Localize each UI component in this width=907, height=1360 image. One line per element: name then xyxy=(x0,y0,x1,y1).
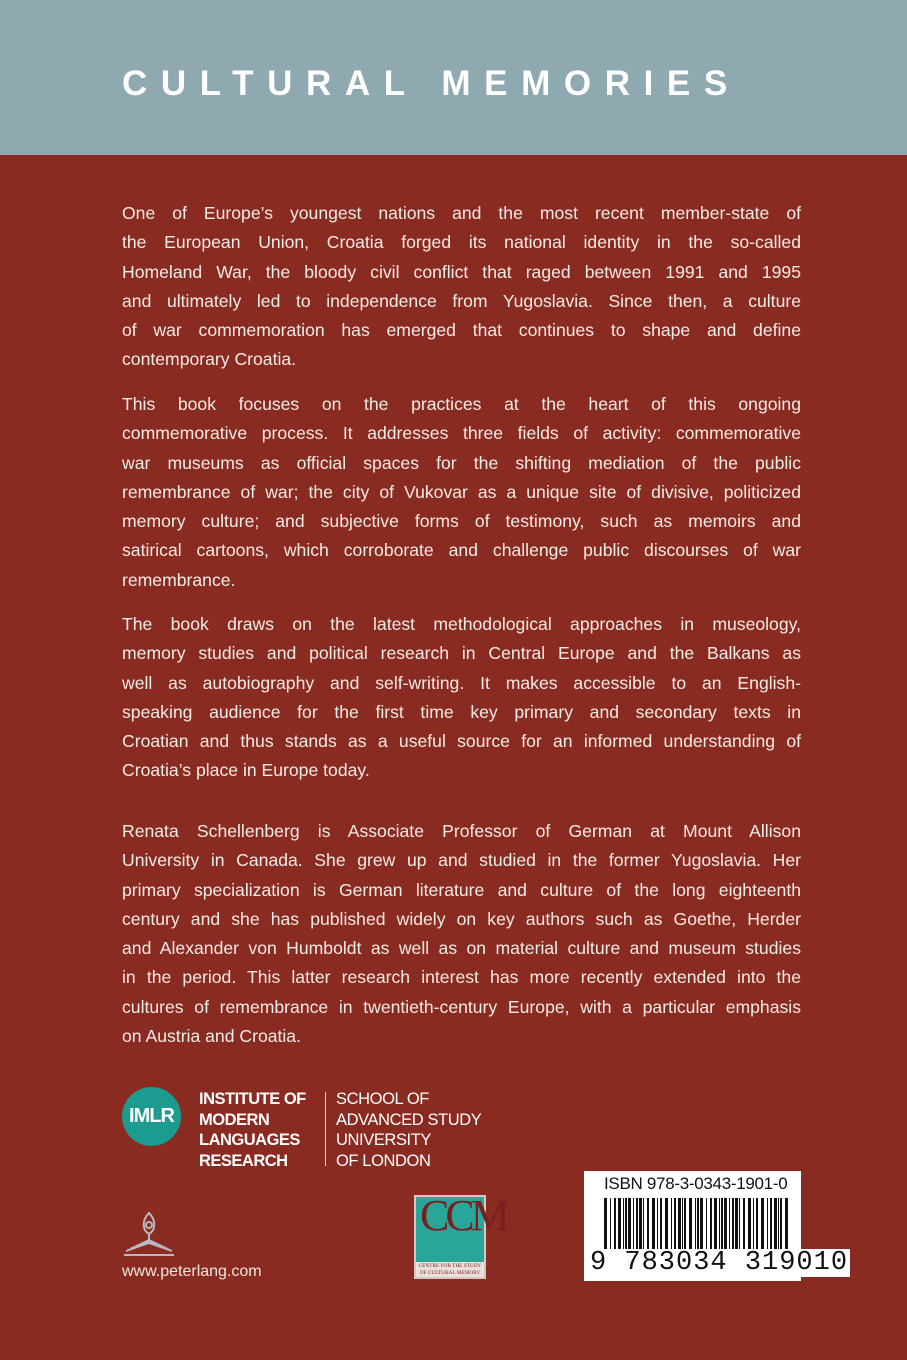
sas-name xyxy=(336,1089,481,1171)
caption-line: CENTRE FOR THE STUDY xyxy=(418,1263,482,1269)
text-line: One of Europe’s youngest nations and the most recent member-state of xyxy=(122,203,801,223)
logo-line: RESEARCH xyxy=(199,1151,288,1170)
text-line: Croatia’s place in Europe today. xyxy=(122,760,370,781)
description-paragraph-2 xyxy=(122,390,801,595)
text-line: The book draws on the latest methodological approaches in museology, xyxy=(122,614,801,634)
text-line: and ultimately led to independence from Yugoslavia. Since then, a culture xyxy=(122,290,801,311)
author-bio-paragraph xyxy=(122,817,801,1051)
series-title: CULTURAL MEMORIES xyxy=(122,64,741,103)
text-line: century and she has published widely on key authors such as Goethe, Herder xyxy=(122,908,801,929)
text-line: commemorative process. It addresses three fields of activity: commemorative xyxy=(122,423,801,444)
publisher-website-link[interactable]: www.peterlang.com xyxy=(122,1263,262,1280)
ccm-caption xyxy=(416,1262,484,1277)
text-line: primary specialization is German literature and culture of the long eighteenth xyxy=(122,879,801,900)
logo-line: SCHOOL OF xyxy=(336,1090,429,1108)
ccm-logo xyxy=(414,1191,506,1279)
text-line: of war commemoration has emerged that continues to shape and define xyxy=(122,320,801,341)
caption-line: OF CULTURAL MEMORY xyxy=(419,1269,481,1276)
description-paragraph-1 xyxy=(122,199,801,375)
text-line: Renata Schellenberg is Associate Professor of German at Mount Allison xyxy=(122,821,801,841)
text-line: and Alexander von Humboldt as well as on material culture and museum studies xyxy=(122,938,801,959)
series-header xyxy=(0,0,907,155)
logo-line: OF LONDON xyxy=(336,1151,431,1170)
text-line: on Austria and Croatia. xyxy=(122,1026,301,1047)
text-line: war museums as official spaces for the shifting mediation of the public xyxy=(122,452,801,473)
text-line: This book focuses on the practices at the heart of this ongoing xyxy=(122,394,801,414)
text-line: the European Union, Croatia forged its national identity in the so-called xyxy=(122,232,801,253)
logo-line: LANGUAGES xyxy=(199,1131,300,1149)
isbn-barcode xyxy=(584,1171,849,1281)
text-line: Homeland War, the bloody civil conflict that raged between 1991 and 1995 xyxy=(122,261,801,282)
text-line: well as autobiography and self-writing. It makes accessible to an English- xyxy=(122,672,801,693)
imlr-name xyxy=(199,1089,306,1171)
logo-line: MODERN xyxy=(199,1110,270,1129)
text-line: Croatian and thus stands as a useful source for an informed understanding of xyxy=(122,731,801,752)
isbn-digits: 9 783034 319010 xyxy=(590,1248,849,1278)
description-paragraph-3 xyxy=(122,610,801,786)
logo-divider xyxy=(325,1092,326,1166)
text-line: in the period. This latter research interest has more recently extended into the xyxy=(122,967,801,988)
text-line: remembrance of war; the city of Vukovar as a unique site of divisive, politicized xyxy=(122,481,801,502)
isbn-label: ISBN 978-3-0343-1901-0 xyxy=(604,1174,788,1193)
ccm-letters: CCM xyxy=(420,1191,506,1240)
text-line: memory culture; and subjective forms of testimony, such as memoirs and xyxy=(122,511,801,532)
text-line: remembrance. xyxy=(122,569,236,590)
logo-line: INSTITUTE OF xyxy=(199,1090,306,1108)
logo-line: ADVANCED STUDY xyxy=(336,1110,482,1129)
text-line: University in Canada. She grew up and studied in the former Yugoslavia. Her xyxy=(122,850,801,871)
text-line: contemporary Croatia. xyxy=(122,349,297,370)
text-line: satirical cartoons, which corroborate and challenge public discourses of war xyxy=(122,540,801,561)
text-line: memory studies and political research in Central Europe and the Balkans as xyxy=(122,643,801,664)
peter-lang-logo-icon xyxy=(122,1210,176,1258)
text-line: cultures of remembrance in twentieth-century Europe, with a particular emphasis xyxy=(122,996,801,1017)
imlr-logo: IMLR xyxy=(122,1087,181,1146)
text-line: speaking audience for the first time key primary and secondary texts in xyxy=(122,701,801,722)
logo-line: UNIVERSITY xyxy=(336,1131,432,1149)
